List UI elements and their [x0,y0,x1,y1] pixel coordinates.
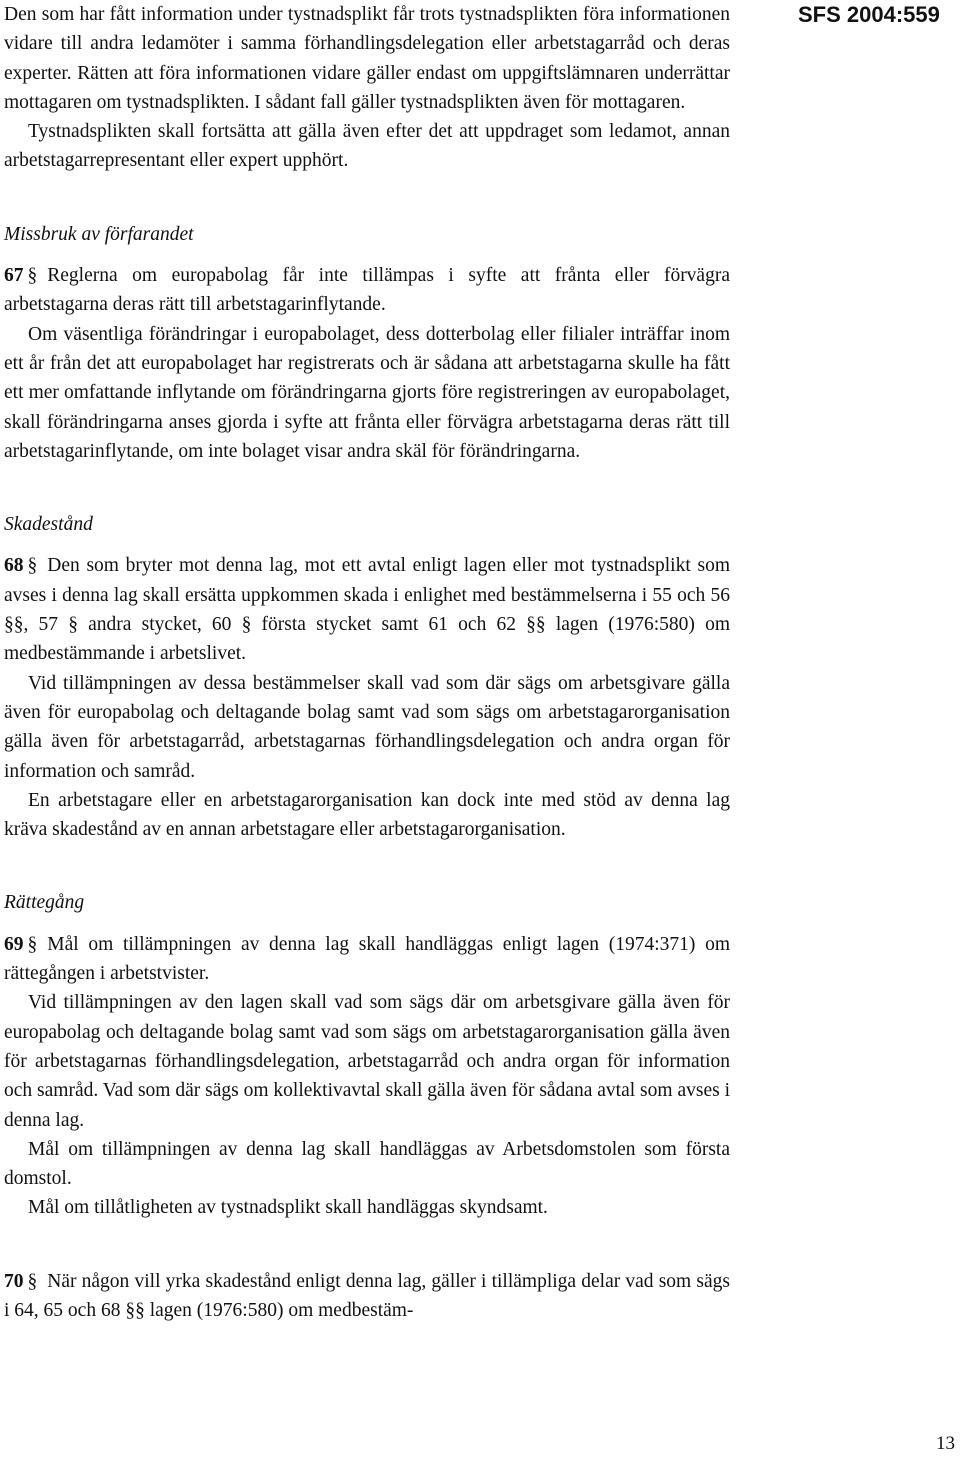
section-lead-text: Reglerna om europabolag får inte tillämpas i syfte att frånta eller förvägra arbetstagarna deras rätt till arbetstagarinflytande. [4,265,730,316]
section-heading: Skadestånd [4,514,93,536]
section-heading: Rättegång [4,892,85,914]
section-heading: Missbruk av förfarandet [4,223,194,245]
section-sign: § [27,555,38,577]
section-lead-text: Den som bryter mot denna lag, mot ett avtal enligt lagen eller mot tystnadsplikt som avses i denna lag skall ersätta uppkommen skada i enlighet med bestämmelserna i 55 och 56 §§, 57 § andra stycket, 60 § första stycket samt 61 och 62 §§ lagen (1976:580) om medbestämmande i arbetslivet. [4,555,730,665]
section-number: 69 [4,933,24,955]
section-number: 70 [4,1270,24,1292]
section-sign: § [27,265,38,287]
section-paragraph: Om väsentliga förändringar i europabolaget, dess dotterbolag eller filialer inträffar inom ett år från det att europabolaget har registrerats och är sådana att arbetstagarna skulle ha fått ett mer omfattande inflytande om förändringarna gjorts före registreringen av europabolaget, skall förändringarna anses gjorda i syfte att frånta eller förvägra arbetstagarna deras rätt till arbetstagarinflytande, om inte bolaget visar andra skäl för förändringarna. [4,323,730,462]
main-text [4,0,730,1325]
section-69 [4,888,730,1222]
section-paragraph: Mål om tillåtligheten av tystnadsplikt skall handläggas skyndsamt. [28,1197,548,1219]
intro-paragraph-2: Tystnadsplikten skall fortsätta att gälla även efter det att uppdraget som ledamot, annan arbetstagarrepresentant eller expert upphört. [4,121,730,172]
section-lead [4,1267,730,1326]
section-lead [4,930,730,989]
section-lead-text: Mål om tillämpningen av denna lag skall handläggas enligt lagen (1974:371) om rättegången i arbetstvister. [4,933,730,985]
intro-paragraph-1: Den som har fått information under tystnadsplikt får trots tystnadsplikten föra informationen vidare till andra ledamöter i samma förhandlingsdelegation eller arbetstagarråd och deras experter. Rätten att föra informationen vidare gäller endast om uppgiftslämnaren underrättar mottagaren om tystnadsplikten. I sådant fall gäller tystnadsplikten även för mottagaren. [4,4,730,113]
section-lead [4,261,730,320]
section-70 [4,1267,730,1326]
section-68 [4,510,730,844]
section-lead-text: När någon vill yrka skadestånd enligt denna lag, gäller i tillämpliga delar vad som sägs i 64, 65 och 68 §§ lagen (1976:580) om medbestäm- [4,1270,730,1321]
section-paragraph: En arbetstagare eller en arbetstagarorganisation kan dock inte med stöd av denna lag kräva skadestånd av en annan arbetstagare eller arbetstagarorganisation. [4,789,730,841]
section-67 [4,220,730,466]
section-paragraph: Mål om tillämpningen av denna lag skall handläggas av Arbetsdomstolen som första domstol. [4,1138,730,1190]
section-number: 67 [4,265,24,287]
section-sign: § [27,1270,38,1292]
section-sign: § [27,933,38,955]
section-paragraph: Vid tillämpningen av den lagen skall vad som sägs där om arbetsgivare gälla även för europabolag och deltagande bolag samt vad som sägs om arbetstagarorganisation gälla även för arbetstagarnas förhandlingsdelegation, arbetstagarråd och andra organ för information och samråd. Vad som där sägs om kollektivavtal skall gälla även för sådana avtal som avses i denna lag. [4,992,730,1131]
page-number: 13 [936,1433,955,1454]
section-lead [4,551,730,668]
document-id: SFS 2004:559 [798,2,940,27]
section-number: 68 [4,555,24,577]
section-paragraph: Vid tillämpningen av dessa bestämmelser skall vad som där sägs om arbetsgivare gälla även för europabolag och deltagande bolag samt vad som sägs om arbetstagarorganisation gälla även för arbetstagarråd, arbetstagarnas förhandlingsdelegation och andra organ för information och samråd. [4,672,730,782]
